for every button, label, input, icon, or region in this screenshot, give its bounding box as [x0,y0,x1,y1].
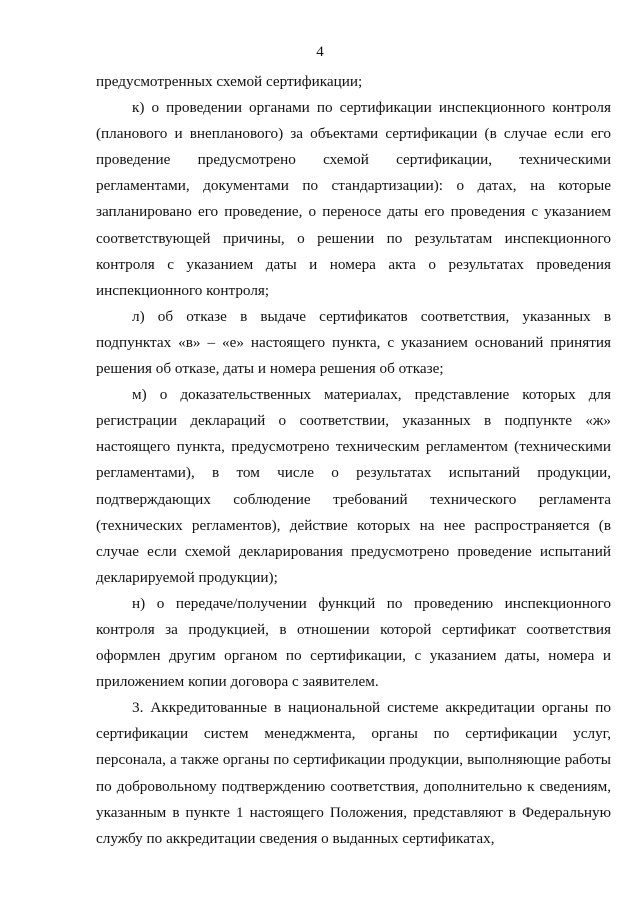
paragraph-item-m: м) о доказательственных материалах, представление которых для регистрации деклараций о соответствии, указанных в подпункте «ж» настоящего пункта, предусмотрено техническим регламентом (техническими регламентами), в том числе о результатах испытаний продукции, подтверждающих соблюдение требований технического регламента (технических регламентов), действие которых на нее распространяется (в случае если схемой декларирования предусмотрено проведение испытаний декларируемой продукции); [96,386,611,586]
paragraph-item-l: л) об отказе в выдаче сертификатов соответствия, указанных в подпунктах «в» – «е» настоящего пункта, с указанием оснований принятия решения об отказе, даты и номера решения об отказе; [96,307,611,378]
page-number: 4 [316,44,324,60]
paragraph-item-k: к) о проведении органами по сертификации инспекционного контроля (планового и внепланового) за объектами сертификации (в случае если его проведение предусмотрено схемой сертификации, техническими регламентами, документами по стандартизации): о датах, на которые запланировано его проведение, о переносе даты его проведения с указанием соответствующей причины, о решении по результатам инспекционного контроля с указанием даты и номера акта о результатах проведения инспекционного контроля; [96,99,611,299]
paragraph-item-3: 3. Аккредитованные в национальной системе аккредитации органы по сертификации систем менеджмента, органы по сертификации услуг, персонала, а также органы по сертификации продукции, выполняющие работы по добровольному подтверждению соответствия, дополнительно к сведениям, указанным в пункте 1 настоящего Положения, представляют в Федеральную службу по аккредитации сведения о выданных сертификатах, [96,699,611,847]
paragraph-continuation: предусмотренных схемой сертификации; [96,73,363,90]
document-body [96,69,611,852]
paragraph-item-n: н) о передаче/получении функций по проведению инспекционного контроля за продукцией, в отношении которой сертификат соответствия оформлен другим органом по сертификации, с указанием даты, номера и приложением копии договора с заявителем. [96,594,611,691]
